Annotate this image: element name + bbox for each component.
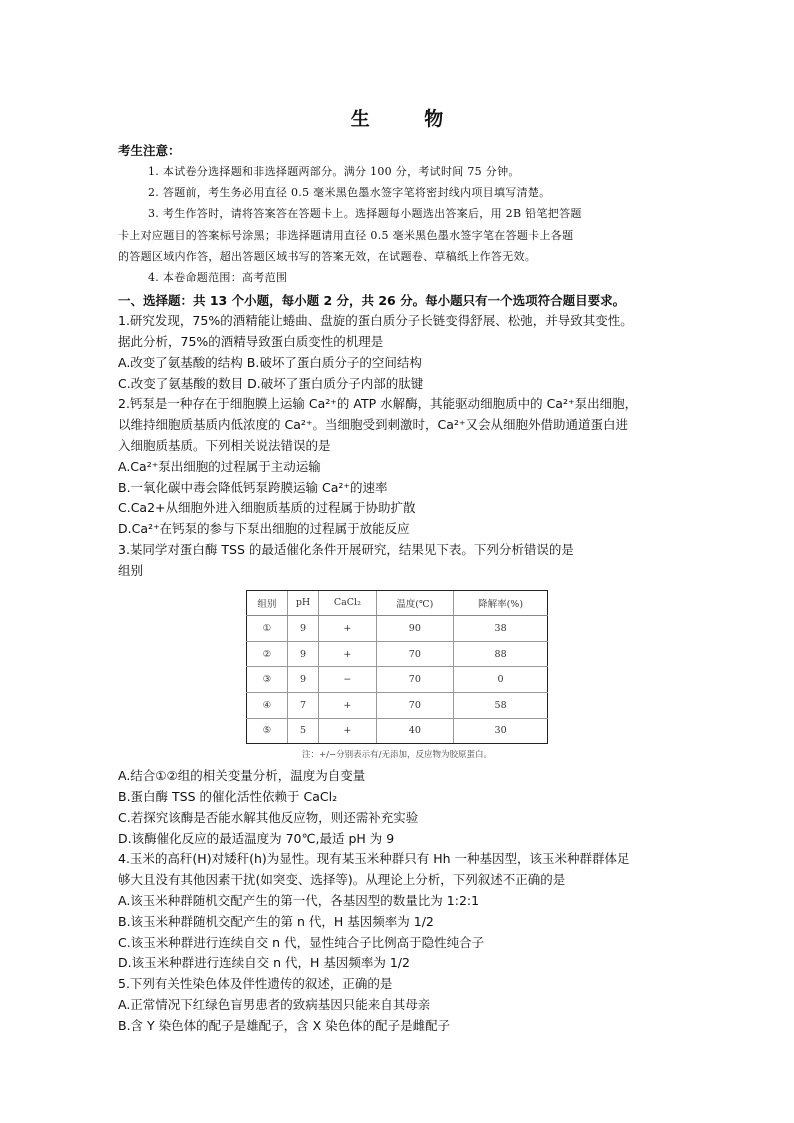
table-cell: 9	[287, 616, 318, 642]
notice-item: 4. 本卷命题范围：高考范围	[148, 271, 288, 285]
table-cell: 58	[454, 692, 548, 718]
question-1	[118, 311, 678, 394]
table-row	[247, 641, 548, 667]
question-option: B.一氧化碳中毒会降低钙泵跨膜运输 Ca²⁺的速率	[118, 479, 388, 495]
exam-page	[118, 104, 678, 1037]
table-row	[247, 718, 548, 744]
question-5	[118, 974, 678, 1036]
question-option: A.改变了氨基酸的结构 B.破坏了蛋白质分子的空间结构	[118, 354, 422, 370]
question-option: B.蛋白酶 TSS 的催化活性依赖于 CaCl₂	[118, 788, 338, 804]
question-stem: 5.下列有关性染色体及伴性遗传的叙述，正确的是	[118, 976, 393, 992]
table-cell: ④	[247, 692, 288, 718]
section-heading: 一、选择题：共 13 个小题，每小题 2 分，共 26 分。每小题只有一个选项符合题目要求。	[118, 293, 626, 309]
table-cell: 38	[454, 616, 548, 642]
table-row	[247, 667, 548, 693]
table-cell: +	[319, 616, 376, 642]
table-cell: 40	[376, 718, 454, 744]
table-cell: ③	[247, 667, 288, 693]
question-option: D.Ca²⁺在钙泵的参与下泵出细胞的过程属于放能反应	[118, 521, 410, 537]
notice-item: 的答题区域内作答，超出答题区域书写的答案无效，在试题卷、草稿纸上作答无效。	[118, 249, 537, 263]
table-cell: ⑤	[247, 718, 288, 744]
question-2	[118, 394, 678, 540]
table-cell: −	[319, 667, 376, 693]
question-stem: 入细胞质基质。下列相关说法错误的是	[118, 438, 331, 453]
table-cell: ①	[247, 616, 288, 642]
table-cell: 90	[376, 616, 454, 642]
table-cell: 30	[454, 718, 548, 744]
question-option: D.该玉米种群进行连续自交 n 代，H 基因频率为 1/2	[118, 955, 410, 971]
question-3	[118, 540, 678, 849]
table-cell: 5	[287, 718, 318, 744]
table-cell: 0	[454, 667, 548, 693]
question-option: C.若探究该酶是否能水解其他反应物，则还需补充实验	[118, 809, 419, 825]
table-note: 注：+/−分别表示有/无添加，反应物为胶原蛋白。	[302, 750, 492, 761]
question-option: A.结合①②组的相关变量分析，温度为自变量	[118, 768, 366, 784]
question-stem: 3.某同学对蛋白酶 TSS 的最适催化条件开展研究，结果见下表。下列分析错误的是	[118, 541, 574, 557]
question-option: A.该玉米种群随机交配产生的第一代，各基因型的数量比为 1:2:1	[118, 892, 480, 908]
table-cell: 7	[287, 692, 318, 718]
notice-heading: 考生注意：	[118, 143, 181, 158]
question-option: A.正常情况下红绿色盲男患者的致病基因只能来自其母亲	[118, 996, 431, 1012]
table-header: 温度(℃)	[376, 590, 454, 616]
data-table	[246, 590, 548, 745]
question-stem: 4.玉米的高秆(H)对矮秆(h)为显性。现有某玉米种群只有 Hh 一种基因型，该玉米种群群体足	[118, 851, 630, 867]
table-header: 组别	[247, 590, 288, 616]
notice-item: 卡上对应题目的答案标号涂黑；非选择题请用直径 0.5 毫米黑色墨水签字笔在答题卡上各题	[118, 228, 574, 242]
table-cell: 70	[376, 641, 454, 667]
question-stem: 以维持细胞质基质内低浓度的 Ca²⁺。当细胞受到刺激时，Ca²⁺又会从细胞外借助通道蛋白进	[118, 417, 628, 433]
question-stem: 1.研究发现，75%的酒精能让蜷曲、盘旋的蛋白质分子长链变得舒展、松弛，并导致其变性。	[118, 313, 633, 329]
table-cell: +	[319, 641, 376, 667]
table-cell: 70	[376, 667, 454, 693]
question-option: D.该酶催化反应的最适温度为 70℃,最适 pH 为 9	[118, 830, 395, 846]
data-table-wrapper	[246, 590, 548, 761]
page-title: 生 物	[350, 108, 468, 130]
table-row	[247, 692, 548, 718]
question-option: C.Ca2+从细胞外进入细胞质基质的过程属于协助扩散	[118, 500, 416, 516]
question-option: C.该玉米种群进行连续自交 n 代，显性纯合子比例高于隐性纯合子	[118, 934, 485, 950]
notice-item: 2. 答题前，考生务必用直径 0.5 毫米黑色墨水签字笔将密封线内项目填写清楚。	[148, 186, 551, 200]
question-4	[118, 849, 678, 974]
table-cell: +	[319, 692, 376, 718]
table-cell: ②	[247, 641, 288, 667]
table-header-row	[247, 590, 548, 616]
question-option: C.改变了氨基酸的数目 D.破坏了蛋白质分子内部的肽键	[118, 375, 424, 391]
table-header: pH	[287, 590, 318, 616]
question-stem: 够大且没有其他因素干扰(如突变、选择等)。从理论上分析，下列叙述不正确的是	[118, 872, 566, 888]
table-row	[247, 616, 548, 642]
table-header: CaCl₂	[319, 590, 376, 616]
table-cell: 70	[376, 692, 454, 718]
table-cell: 9	[287, 641, 318, 667]
question-option: B.该玉米种群随机交配产生的第 n 代，H 基因频率为 1/2	[118, 913, 434, 929]
table-cell: 88	[454, 641, 548, 667]
table-cell: +	[319, 718, 376, 744]
question-option: A.Ca²⁺泵出细胞的过程属于主动运输	[118, 458, 321, 474]
question-stem: 组别	[118, 562, 144, 578]
table-header: 降解率(%)	[454, 590, 548, 616]
question-option: B.含 Y 染色体的配子是雄配子，含 X 染色体的配子是雌配子	[118, 1017, 451, 1033]
notice-item: 3. 考生作答时，请将答案答在答题卡上。选择题每小题选出答案后，用 2B 铅笔把答题	[148, 207, 582, 221]
table-cell: 9	[287, 667, 318, 693]
notice-item: 1. 本试卷分选择题和非选择题两部分。满分 100 分，考试时间 75 分钟。	[148, 165, 520, 178]
question-stem: 2.钙泵是一种存在于细胞膜上运输 Ca²⁺的 ATP 水解酶，其能驱动细胞质中的 Ca²⁺泵出细胞，	[118, 396, 638, 412]
question-stem: 据此分析，75%的酒精导致蛋白质变性的机理是	[118, 334, 384, 350]
